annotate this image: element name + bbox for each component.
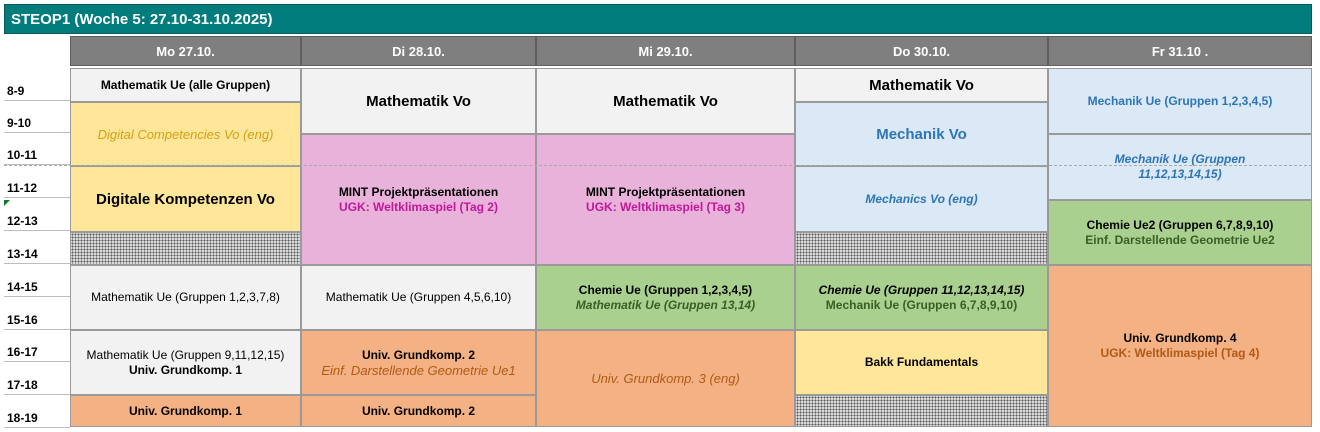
event-label: Mathematik Ue (alle Gruppen): [100, 77, 271, 92]
hour-label: 18-19: [4, 396, 70, 428]
event-label: Univ. Grundkomp. 3 (eng): [591, 371, 740, 386]
event-label: Bakk Fundamentals: [864, 355, 979, 369]
blocked-slot: [795, 395, 1048, 427]
event-label: Mathematik Vo: [366, 92, 471, 110]
hour-label: 9-10: [4, 101, 70, 133]
event-label: Digital Competencies Vo (eng): [97, 126, 274, 142]
day-header-wed: Mi 29.10.: [536, 36, 795, 66]
event-mo-digitale-kompetenzen[interactable]: [70, 166, 301, 232]
event-do-mechanics-eng[interactable]: [795, 166, 1048, 232]
hour-label: 13-14: [4, 232, 70, 264]
hour-label: 11-12: [4, 166, 70, 198]
event-fr-chemie[interactable]: [1048, 200, 1312, 265]
hour-label: 10-11: [4, 133, 70, 165]
event-di-ugk2-b[interactable]: [301, 395, 536, 427]
event-label: Chemie Ue2 (Gruppen 6,7,8,9,10): [1086, 217, 1274, 232]
event-mo-math-ue[interactable]: [70, 68, 301, 102]
event-do-mech-vo[interactable]: [795, 102, 1048, 166]
event-label: Mathematik Vo: [613, 92, 718, 110]
event-label: Mechanik Vo: [876, 125, 967, 143]
event-mo-math-ue-gruppen2[interactable]: [70, 330, 301, 395]
event-mi-chemie[interactable]: [536, 265, 795, 330]
day-header-thu: Do 30.10.: [795, 36, 1048, 66]
event-label: Mechanics Vo (eng): [865, 191, 978, 206]
blocked-slot: [70, 232, 301, 265]
event-sublabel: UGK: Weltklimaspiel (Tag 2): [339, 199, 498, 214]
event-label: Mathematik Vo: [869, 76, 974, 94]
event-label: MINT Projektpräsentationen: [585, 184, 746, 199]
hour-label: 15-16: [4, 298, 70, 330]
event-di-ugk2[interactable]: [301, 330, 536, 395]
event-do-math-vo[interactable]: [795, 68, 1048, 102]
event-sublabel: UGK: Weltklimaspiel (Tag 3): [586, 199, 745, 214]
event-label: Mathematik Ue (Gruppen 1,2,3,7,8): [91, 290, 280, 304]
event-label: Univ. Grundkomp. 2: [361, 347, 476, 362]
day-header-mon: Mo 27.10.: [70, 36, 301, 66]
event-label: Mathematik Ue (Gruppen 9,11,12,15): [86, 347, 285, 362]
sheet-title: STEOP1 (Woche 5: 27.10-31.10.2025): [4, 4, 1312, 34]
event-label: Chemie Ue (Gruppen 11,12,13,14,15): [818, 282, 1025, 297]
event-label: Mechanik Ue (Gruppen 1,2,3,4,5): [1087, 93, 1273, 108]
event-label: Univ. Grundkomp. 2: [361, 403, 476, 418]
event-mo-ugk1[interactable]: [70, 395, 301, 427]
event-sublabel: Einf. Darstellende Geometrie Ue1: [321, 362, 516, 378]
event-di-math-vo[interactable]: [301, 68, 536, 134]
event-label: Univ. Grundkomp. 4: [1123, 331, 1237, 345]
event-di-mint[interactable]: [301, 134, 536, 265]
event-mi-ugk3[interactable]: [536, 330, 795, 427]
blocked-slot: [795, 232, 1048, 265]
event-label: MINT Projektpräsentationen: [338, 184, 499, 199]
event-label: Mathematik Ue (Gruppen 4,5,6,10): [325, 290, 512, 304]
event-label: Mechanik Ue (Gruppen 11,12,13,14,15): [1114, 152, 1246, 181]
hour-label: 12-13: [4, 199, 70, 231]
event-sublabel: UGK: Weltklimaspiel (Tag 4): [1100, 346, 1260, 360]
event-sublabel: Univ. Grundkomp. 1: [128, 362, 243, 377]
event-mo-math-ue-gruppen[interactable]: [70, 265, 301, 330]
event-mi-math-vo[interactable]: [536, 68, 795, 134]
event-do-bakk[interactable]: [795, 330, 1048, 395]
event-fr-mech-ue2[interactable]: [1048, 134, 1312, 200]
event-label: Chemie Ue (Gruppen 1,2,3,4,5): [578, 282, 753, 297]
noon-divider: [4, 165, 1312, 166]
event-do-chemie[interactable]: [795, 265, 1048, 330]
event-mi-mint[interactable]: [536, 134, 795, 265]
event-sublabel: Mathematik Ue (Gruppen 13,14): [575, 297, 756, 312]
hour-label: 14-15: [4, 265, 70, 297]
event-sublabel: Einf. Darstellende Geometrie Ue2: [1085, 232, 1275, 247]
event-fr-mech-ue1[interactable]: [1048, 68, 1312, 134]
event-di-math-ue[interactable]: [301, 265, 536, 330]
event-mo-digital-competencies[interactable]: [70, 102, 301, 166]
event-fr-ugk4[interactable]: [1048, 265, 1312, 427]
day-header-tue: Di 28.10.: [301, 36, 536, 66]
day-header-fri: Fr 31.10 .: [1048, 36, 1312, 66]
event-sublabel: Mechanik Ue (Gruppen 6,7,8,9,10): [825, 297, 1018, 312]
hour-label: 17-18: [4, 363, 70, 395]
hour-label: 16-17: [4, 330, 70, 362]
event-label: Univ. Grundkomp. 1: [128, 403, 243, 418]
event-label: Digitale Kompetenzen Vo: [96, 190, 275, 208]
hour-label: 8-9: [4, 69, 70, 101]
cell-marker: [4, 200, 10, 206]
